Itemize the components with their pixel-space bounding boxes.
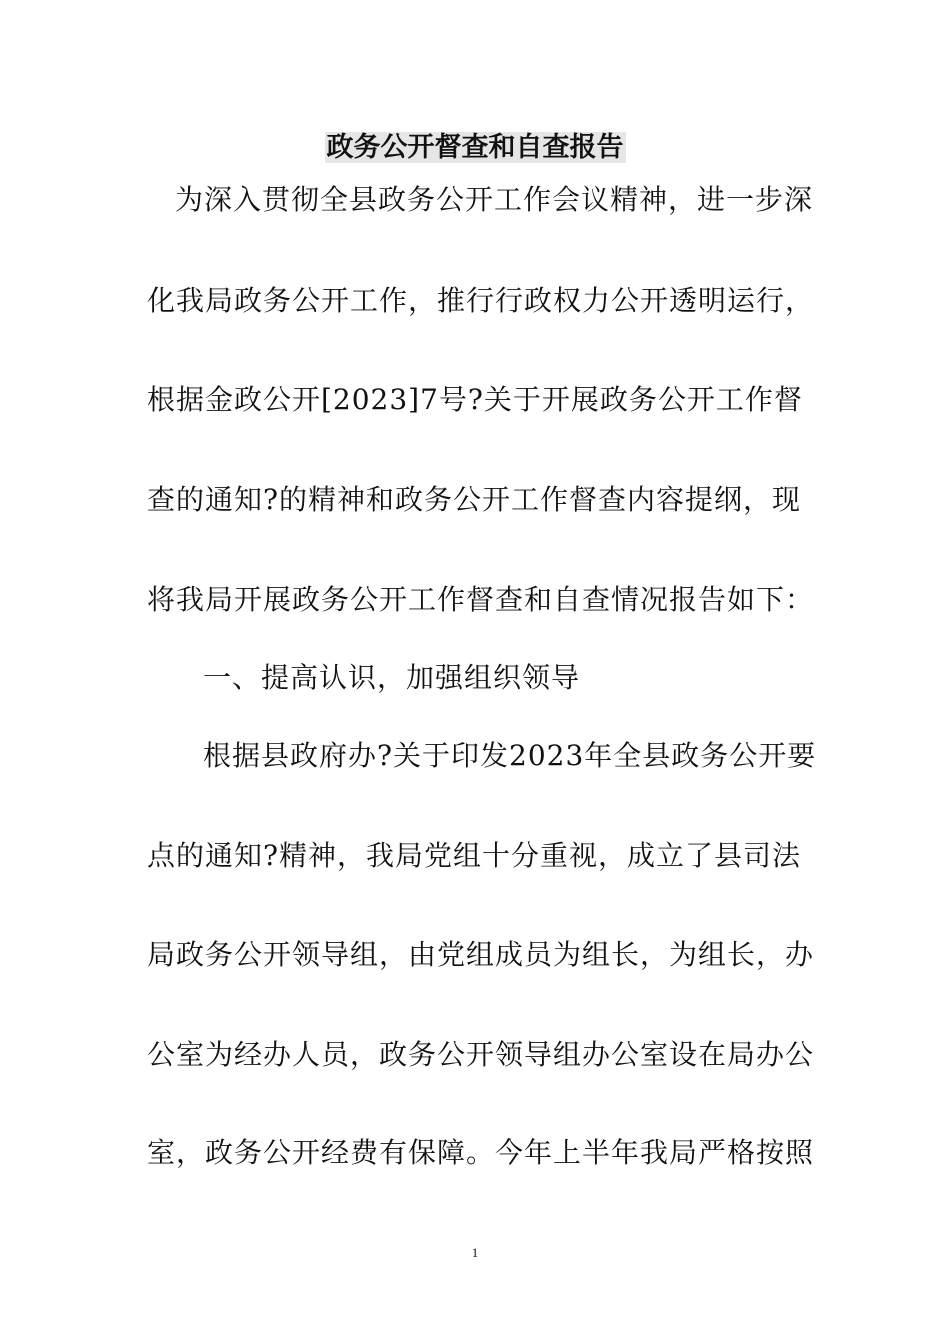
paragraph-line: 点的通知?精神，我局党组十分重视，成立了县司法 — [147, 839, 802, 872]
page-number: 1 — [471, 1245, 479, 1260]
paragraph-line: 将我局开展政务公开工作督查和自查情况报告如下： — [147, 583, 815, 616]
document-title — [0, 128, 950, 168]
section-heading: 一、提高认识，加强组织领导 — [203, 661, 581, 694]
paragraph-line: 室，政务公开经费有保障。今年上半年我局严格按照 — [147, 1136, 815, 1169]
paragraph-line: 根据金政公开[2023]7号?关于开展政务公开工作督 — [147, 383, 803, 416]
paragraph-line: 化我局政务公开工作，推行行政权力公开透明运行， — [147, 284, 815, 317]
document-title-text: 政务公开督查和自查报告 — [326, 132, 624, 163]
paragraph-line: 公室为经办人员，政务公开领导组办公室设在局办公 — [147, 1038, 815, 1071]
paragraph-line: 局政务公开领导组，由党组成员为组长，为组长，办 — [147, 938, 815, 971]
paragraph-line: 查的通知?的精神和政务公开工作督查内容提纲，现 — [147, 483, 802, 516]
paragraph-line: 为深入贯彻全县政务公开工作会议精神，进一步深 — [175, 183, 814, 216]
paragraph-line: 根据县政府办?关于印发2023年全县政务公开要 — [203, 739, 817, 772]
